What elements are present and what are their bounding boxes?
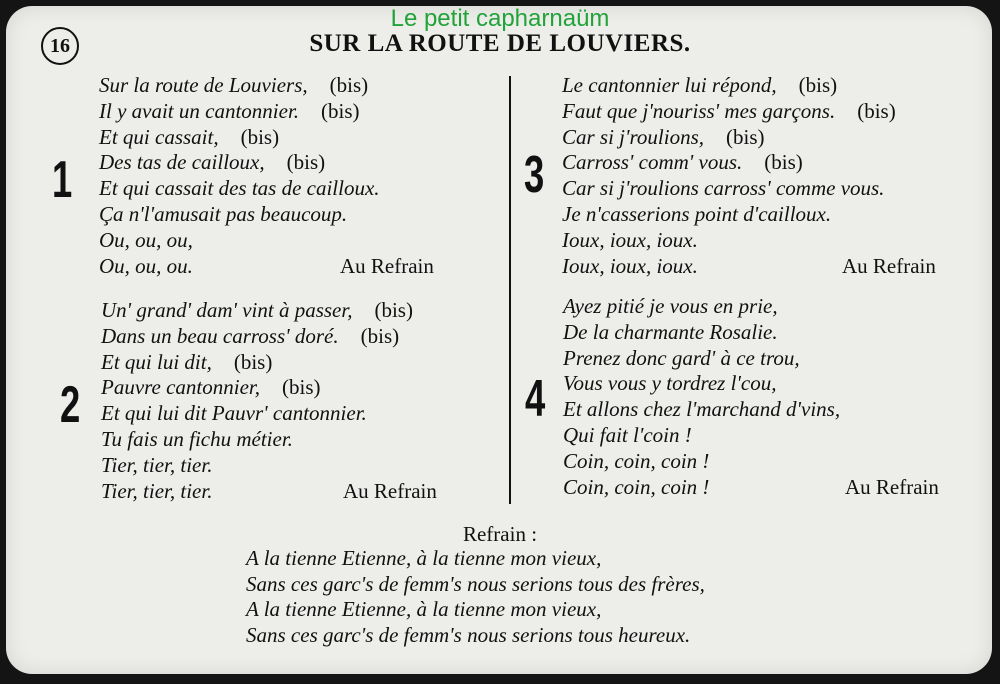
verse-number-3: 3 bbox=[524, 146, 545, 204]
verse-line: Pauvre cantonnier, (bis) bbox=[101, 375, 321, 400]
verse-line: Je n'casserions point d'cailloux. bbox=[562, 201, 832, 226]
refrain-line: Sans ces garc's de femm's nous serions tous des frères, bbox=[246, 571, 705, 596]
verse-line: Ou, ou, ou. Au Refrain bbox=[99, 253, 434, 278]
verse-line: Des tas de cailloux, (bis) bbox=[99, 150, 326, 175]
verse-2 bbox=[101, 298, 437, 504]
verse-line: De la charmante Rosalie. bbox=[563, 319, 778, 344]
verse-line: Car si j'roulions, (bis) bbox=[562, 124, 765, 149]
verse-line: Et qui cassait des tas de cailloux. bbox=[99, 176, 380, 201]
refrain-heading: Refrain : bbox=[462, 522, 538, 546]
verse-line: Ou, ou, ou, bbox=[99, 227, 193, 252]
verse-line: Ça n'l'amusait pas beaucoup. bbox=[99, 201, 348, 226]
au-refrain-label: Au Refrain bbox=[340, 253, 434, 278]
verse-line: Et qui lui dit, (bis) bbox=[101, 349, 273, 374]
refrain-line: A la tienne Etienne, à la tienne mon vieux, bbox=[246, 546, 602, 570]
refrain-line: A la tienne Etienne, à la tienne mon vieux, bbox=[246, 597, 602, 621]
verse-line: Car si j'roulions carross' comme vous. bbox=[562, 176, 885, 201]
verse-line: Carross' comm' vous. (bis) bbox=[562, 150, 803, 175]
verse-4 bbox=[563, 294, 939, 500]
verse-line: Et qui cassait, (bis) bbox=[99, 124, 280, 149]
verse-line: Coin, coin, coin ! bbox=[563, 448, 710, 473]
verse-line: Ayez pitié je vous en prie, bbox=[563, 294, 778, 318]
verse-line: Et allons chez l'marchand d'vins, bbox=[563, 397, 841, 422]
verse-line: Faut que j'nouriss' mes garçons. (bis) bbox=[562, 98, 896, 123]
verse-line: Un' grand' dam' vint à passer, (bis) bbox=[101, 298, 413, 322]
verse-line: Tier, tier, tier. Au Refrain bbox=[101, 478, 437, 503]
song-title: SUR LA ROUTE DE LOUVIERS. bbox=[309, 30, 691, 57]
au-refrain-label: Au Refrain bbox=[845, 474, 939, 499]
verse-line: Qui fait l'coin ! bbox=[563, 422, 692, 447]
verse-3 bbox=[562, 73, 936, 279]
verse-line: Dans un beau carross' doré. (bis) bbox=[101, 323, 400, 348]
verse-line: Et qui lui dit Pauvr' cantonnier. bbox=[101, 401, 367, 426]
au-refrain-label: Au Refrain bbox=[343, 478, 437, 503]
song-number-badge: 16 bbox=[41, 27, 79, 65]
verse-1 bbox=[99, 73, 434, 279]
verse-number-1: 1 bbox=[52, 151, 73, 209]
au-refrain-label: Au Refrain bbox=[842, 253, 936, 278]
verse-line: Vous vous y tordrez l'cou, bbox=[563, 371, 777, 396]
verse-line: Coin, coin, coin ! Au Refrain bbox=[563, 474, 939, 499]
verse-line: Tier, tier, tier. bbox=[101, 452, 213, 477]
refrain-line: Sans ces garc's de femm's nous serions tous heureux. bbox=[246, 622, 691, 647]
verse-line: Prenez donc gard' à ce trou, bbox=[563, 345, 800, 370]
watermark: Le petit capharnaüm bbox=[390, 5, 610, 32]
column-divider bbox=[509, 76, 511, 504]
verse-line: Tu fais un fichu métier. bbox=[101, 426, 293, 451]
verse-line: Sur la route de Louviers, (bis) bbox=[99, 73, 369, 97]
verse-line: Ioux, ioux, ioux. bbox=[562, 227, 698, 252]
verse-number-4: 4 bbox=[525, 370, 546, 428]
verse-line: Il y avait un cantonnier. (bis) bbox=[99, 98, 360, 123]
verse-line: Le cantonnier lui répond, (bis) bbox=[562, 73, 838, 97]
verse-line: Ioux, ioux, ioux. Au Refrain bbox=[562, 253, 936, 278]
verse-number-2: 2 bbox=[60, 376, 81, 434]
refrain-text bbox=[246, 546, 705, 648]
